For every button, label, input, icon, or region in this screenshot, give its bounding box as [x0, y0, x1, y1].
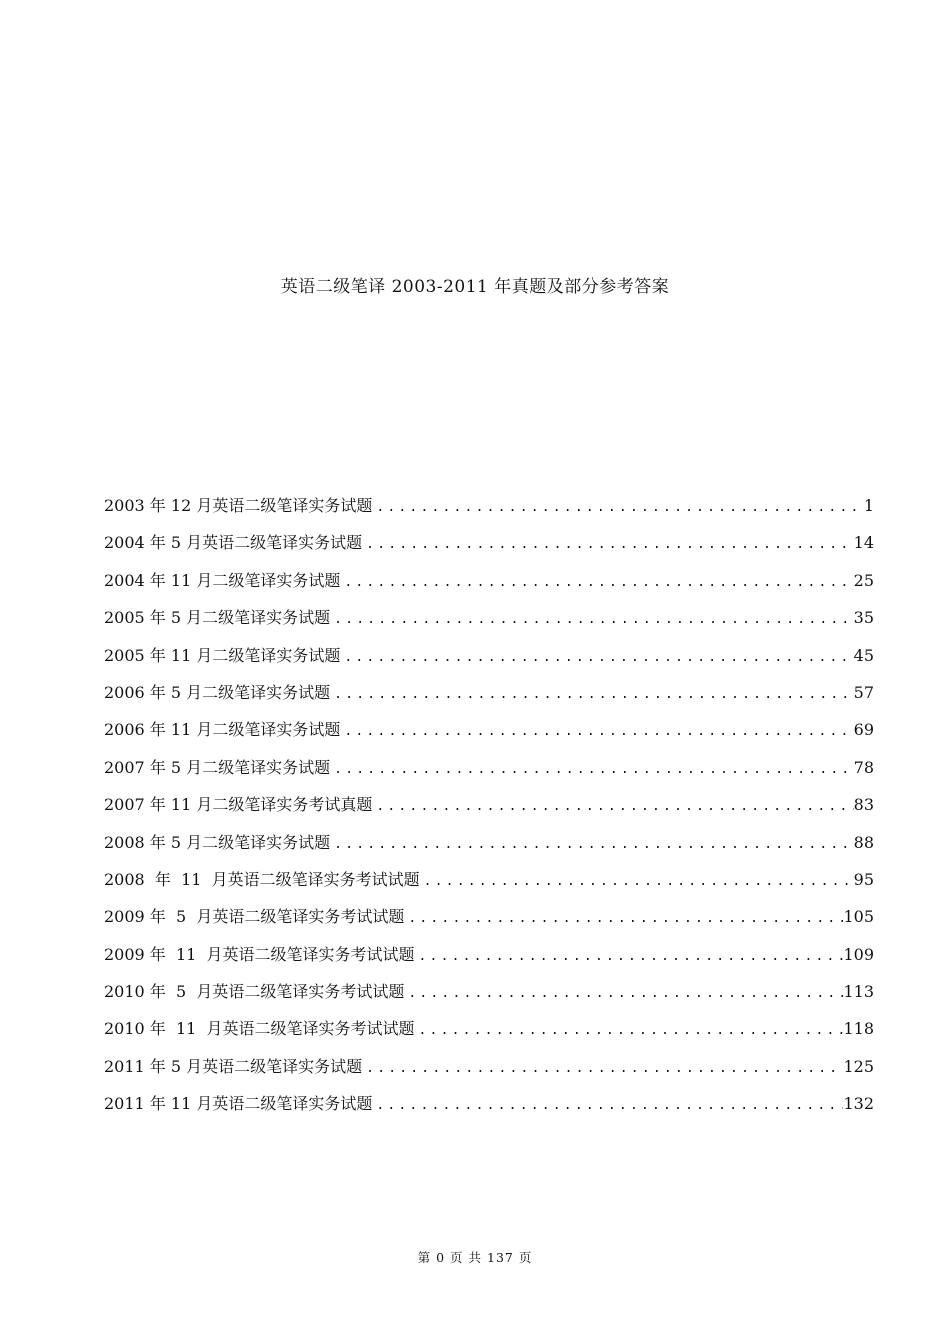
toc-entry-label: 2008 年 11 月英语二级笔译实务考试试题 [104, 869, 420, 889]
toc-entry-page: 88 [853, 832, 874, 852]
toc-entry[interactable] [104, 605, 874, 642]
toc-entry-page: 78 [853, 757, 874, 777]
toc-entry-label: 2010 年 5 月英语二级笔译实务考试试题 [104, 982, 405, 1002]
toc-entry-page: 25 [853, 570, 874, 590]
toc-entry[interactable] [104, 830, 874, 867]
toc-entry-label: 2010 年 11 月英语二级笔译实务考试试题 [104, 1019, 415, 1039]
toc-leader-dots [408, 986, 843, 1001]
table-of-contents [104, 493, 874, 1129]
toc-leader-dots [334, 762, 853, 777]
toc-entry-label: 2011 年 5 月英语二级笔译实务试题 [104, 1056, 363, 1076]
toc-entry-page: 113 [843, 982, 874, 1002]
toc-entry-label: 2009 年 11 月英语二级笔译实务考试试题 [104, 944, 415, 964]
toc-entry[interactable] [104, 530, 874, 567]
toc-entry-label: 2007 年 11 月二级笔译实务考试真题 [104, 795, 373, 815]
toc-entry-label: 2005 年 11 月二级笔译实务试题 [104, 645, 341, 665]
toc-leader-dots [376, 500, 863, 515]
toc-entry-label: 2007 年 5 月二级笔译实务试题 [104, 757, 331, 777]
toc-leader-dots [344, 724, 853, 739]
toc-entry-page: 14 [853, 533, 874, 553]
toc-entry[interactable] [104, 755, 874, 792]
toc-entry-page: 118 [843, 1019, 874, 1039]
toc-entry-label: 2004 年 5 月英语二级笔译实务试题 [104, 533, 363, 553]
toc-entry-label: 2011 年 11 月英语二级笔译实务试题 [104, 1094, 373, 1114]
toc-leader-dots [376, 1098, 843, 1113]
toc-leader-dots [366, 1061, 843, 1076]
toc-entry[interactable] [104, 643, 874, 680]
toc-entry[interactable] [104, 493, 874, 530]
toc-leader-dots [344, 575, 853, 590]
toc-entry-label: 2004 年 11 月二级笔译实务试题 [104, 570, 341, 590]
toc-entry-page: 132 [843, 1094, 874, 1114]
toc-entry-label: 2005 年 5 月二级笔译实务试题 [104, 608, 331, 628]
document-title: 英语二级笔译 2003-2011 年真题及部分参考答案 [280, 277, 670, 297]
toc-entry[interactable] [104, 717, 874, 754]
page-footer: 第 0 页 共 137 页 [417, 1250, 533, 1265]
toc-entry-label: 2003 年 12 月英语二级笔译实务试题 [104, 496, 373, 515]
toc-leader-dots [376, 799, 853, 814]
toc-entry-page: 95 [853, 869, 874, 889]
toc-entry[interactable] [104, 867, 874, 904]
toc-leader-dots [408, 911, 843, 926]
toc-entry-page: 69 [853, 720, 874, 740]
toc-entry-label: 2006 年 5 月二级笔译实务试题 [104, 682, 331, 702]
toc-entry[interactable] [104, 792, 874, 829]
toc-leader-dots [334, 612, 853, 627]
toc-leader-dots [344, 650, 853, 665]
toc-entry[interactable] [104, 1091, 874, 1128]
toc-entry-page: 57 [853, 682, 874, 702]
toc-entry[interactable] [104, 904, 874, 941]
toc-leader-dots [424, 874, 854, 889]
toc-leader-dots [419, 1023, 844, 1038]
toc-entry-page: 109 [843, 944, 874, 964]
toc-entry-label: 2008 年 5 月二级笔译实务试题 [104, 832, 331, 852]
toc-entry-page: 35 [853, 608, 874, 628]
toc-entry-page: 1 [863, 496, 874, 515]
toc-entry[interactable] [104, 1016, 874, 1053]
toc-entry-page: 83 [853, 795, 874, 815]
toc-entry-page: 125 [843, 1056, 874, 1076]
toc-leader-dots [334, 837, 853, 852]
toc-leader-dots [419, 949, 844, 964]
toc-entry[interactable] [104, 942, 874, 979]
toc-entry[interactable] [104, 680, 874, 717]
toc-entry[interactable] [104, 568, 874, 605]
toc-leader-dots [366, 537, 853, 552]
toc-entry-label: 2009 年 5 月英语二级笔译实务考试试题 [104, 907, 405, 927]
toc-entry-page: 105 [843, 907, 874, 927]
toc-entry-label: 2006 年 11 月二级笔译实务试题 [104, 720, 341, 740]
toc-entry[interactable] [104, 1054, 874, 1091]
toc-entry-page: 45 [853, 645, 874, 665]
toc-entry[interactable] [104, 979, 874, 1016]
toc-leader-dots [334, 687, 853, 702]
